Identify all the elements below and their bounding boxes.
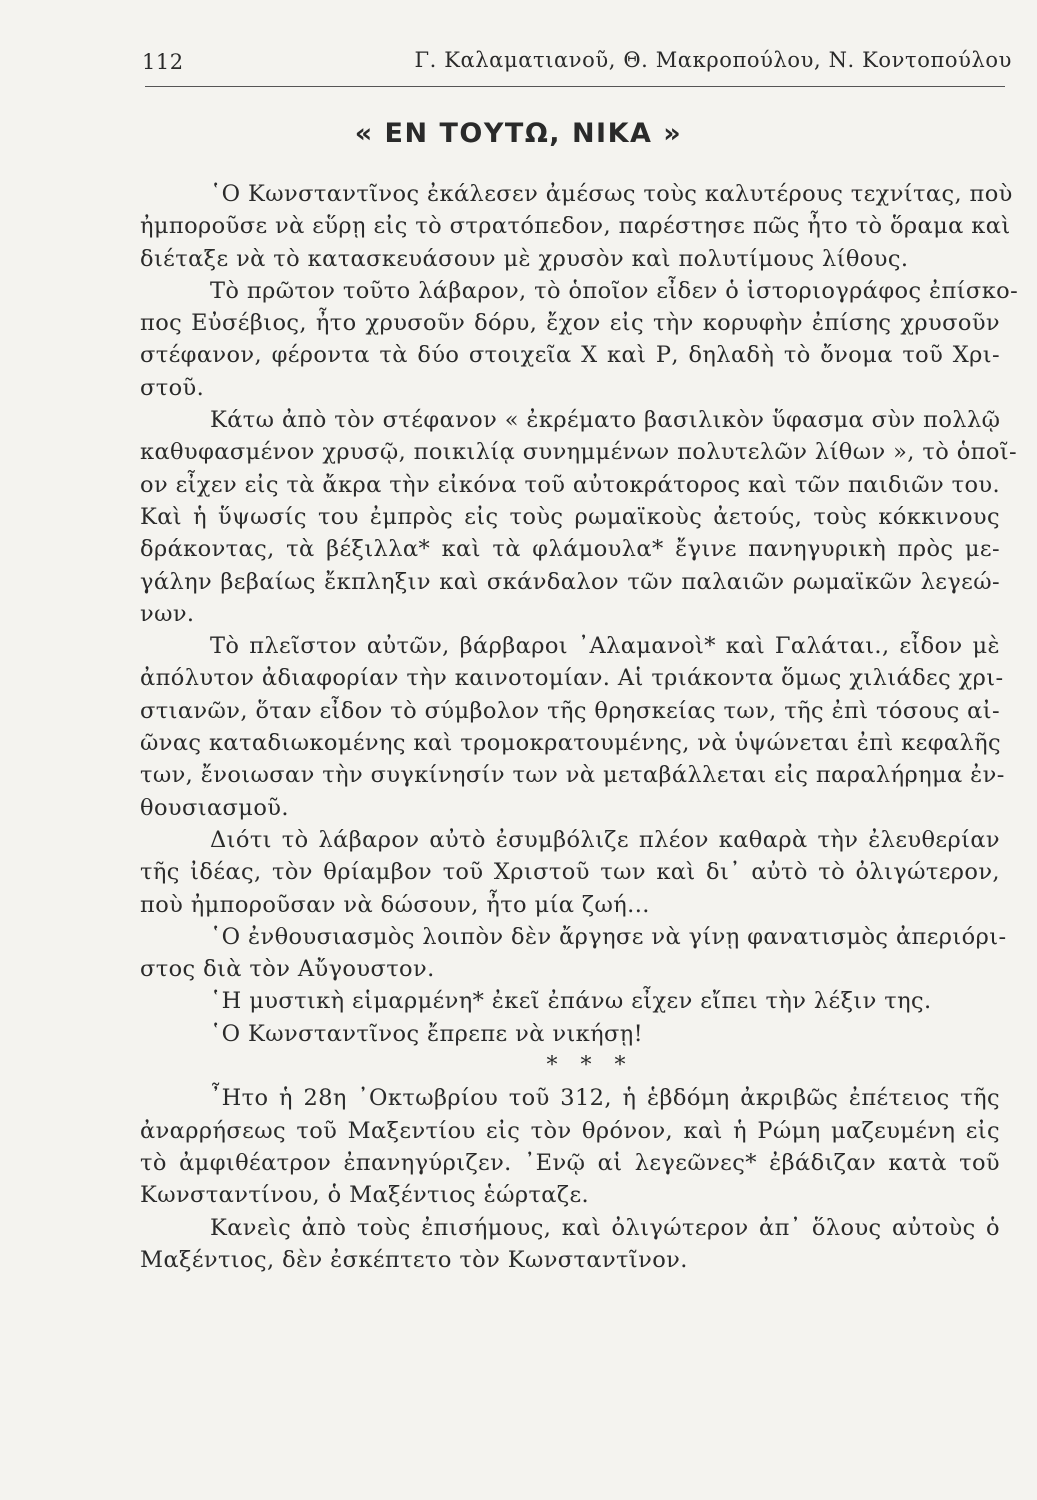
text-line: στος διὰ τὸν Αὔγουστον. — [140, 956, 435, 983]
text-line: των, ἔνοιωσαν τὴν συγκίνησίν των νὰ μεταβάλλεται εἰς παραλήρημα ἐν- — [140, 762, 1005, 789]
text-line: καθυφασμένον χρυσῷ, ποικιλίᾳ συνημμένων πολυτελῶν λίθων », τὸ ὁποῖ- — [140, 439, 1018, 466]
text-line: ον εἶχεν εἰς τὰ ἄκρα τὴν εἰκόνα τοῦ αὐτοκράτορος καὶ τῶν παιδιῶν του. — [140, 471, 1001, 498]
text-line: νων. — [140, 600, 195, 627]
text-line: τῆς ἰδέας, τὸν θρίαμβον τοῦ Χριστοῦ των καὶ δι᾿ αὐτὸ τὸ ὀλιγώτερον, — [140, 859, 1000, 886]
page-number: 112 — [142, 50, 184, 74]
text-line: Καὶ ἡ ὕψωσίς του ἐμπρὸς εἰς τοὺς ρωμαϊκοὺς ἀετούς, τοὺς κόκκινους — [140, 503, 1000, 530]
text-line: ῾Ο Κωνσταντῖνος ἔπρεπε νὰ νικήσῃ! — [210, 1020, 644, 1047]
text-line: πος Εὐσέβιος, ἦτο χρυσοῦν δόρυ, ἔχον εἰς τὴν κορυφὴν ἐπίσης χρυσοῦν — [140, 310, 1000, 337]
text-line: ἀπόλυτον ἀδιαφορίαν τὴν καινοτομίαν. Αἱ τριάκοντα ὅμως χιλιάδες χρι- — [140, 665, 1004, 692]
text-line: στέφανον, φέροντα τὰ δύο στοιχεῖα Χ καὶ Ρ, δηλαδὴ τὸ ὄνομα τοῦ Χρι- — [140, 342, 1000, 369]
text-line: γάλην βεβαίως ἔκπληξιν καὶ σκάνδαλον τῶν παλαιῶν ρωμαϊκῶν λεγεώ- — [140, 568, 1000, 595]
header-authors: Γ. Καλαματιανοῦ, Θ. Μακροπούλου, Ν. Κοντοπούλου — [414, 48, 1012, 72]
text-line: Κάτω ἀπὸ τὸν στέφανον « ἐκρέματο βασιλικὸν ὕφασμα σὺν πολλῷ — [210, 407, 1001, 434]
header-rule — [145, 86, 1005, 87]
text-line: ποὺ ἠμποροῦσαν νὰ δώσουν, ἦτο μία ζωή... — [140, 891, 650, 918]
text-line: Τὸ πλεῖστον αὐτῶν, βάρβαροι ᾿Αλαμανοὶ* καὶ Γαλάται., εἶδον μὲ — [210, 633, 1000, 660]
text-line: ῏Ητο ἡ 28η ᾿Οκτωβρίου τοῦ 312, ἡ ἑβδόμη ἀκριβῶς ἐπέτειος τῆς — [210, 1085, 1000, 1112]
text-line: ῾Ο Κωνσταντῖνος ἐκάλεσεν ἀμέσως τοὺς καλυτέρους τεχνίτας, ποὺ — [210, 181, 1013, 207]
text-line: στοῦ. — [140, 374, 205, 401]
text-line: ῾Ο ἐνθουσιασμὸς λοιπὸν δὲν ἄργησε νὰ γίνῃ φανατισμὸς ἀπεριόρι- — [210, 923, 1007, 950]
text-line: Τὸ πρῶτον τοῦτο λάβαρον, τὸ ὁποῖον εἶδεν ὁ ἱστοριογράφος ἐπίσκο- — [210, 277, 1019, 304]
body-text — [140, 178, 1019, 1276]
text-line: Κωνσταντίνου, ὁ Μαξέντιος ἑώρταζε. — [140, 1182, 590, 1209]
text-line: θουσιασμοῦ. — [140, 794, 289, 821]
text-line: Κανεὶς ἀπὸ τοὺς ἐπισήμους, καὶ ὀλιγώτερον ἀπ᾿ ὅλους αὐτοὺς ὁ — [210, 1214, 1000, 1241]
text-line: ῶνας καταδιωκομένης καὶ τρομοκρατουμένης, νὰ ὑψώνεται ἐπὶ κεφαλῆς — [140, 730, 1001, 757]
text-line: ῾Η μυστικὴ εἱμαρμένη* ἐκεῖ ἐπάνω εἶχεν εἴπει τὴν λέξιν της. — [210, 988, 932, 1015]
text-line: ἠμποροῦσε νὰ εὕρῃ εἰς τὸ στρατόπεδον, παρέστησε πῶς ἦτο τὸ ὅραμα καὶ — [140, 213, 1011, 240]
text-line: τὸ ἀμφιθέατρον ἐπανηγύριζεν. ᾿Ενῷ αἱ λεγεῶνες* ἐβάδιζαν κατὰ τοῦ — [140, 1149, 1000, 1176]
text-line: διέταξε νὰ τὸ κατασκευάσουν μὲ χρυσὸν καὶ πολυτίμους λίθους. — [140, 245, 909, 272]
text-line: ἀναρρήσεως τοῦ Μαξεντίου εἰς τὸν θρόνον, καὶ ἡ Ρώμη μαζευμένη εἰς — [140, 1117, 1000, 1144]
chapter-title: « ΕΝ ΤΟΥΤΩ, ΝΙΚΑ » — [354, 118, 683, 149]
text-line: Μαξέντιος, δὲν ἐσκέπτετο τὸν Κωνσταντῖνον. — [140, 1246, 688, 1273]
section-separator: * * * — [546, 1053, 634, 1079]
text-line: Διότι τὸ λάβαρον αὐτὸ ἐσυμβόλιζε πλέον καθαρὰ τὴν ἐλευθερίαν — [210, 826, 1000, 853]
running-head — [142, 44, 1012, 84]
text-line: στιανῶν, ὅταν εἶδον τὸ σύμβολον τῆς θρησκείας των, τῆς ἐπὶ τόσους αἰ- — [140, 697, 1000, 724]
text-line: δράκοντας, τὰ βέξιλλα* καὶ τὰ φλάμουλα* ἔγινε πανηγυρικὴ πρὸς με- — [140, 536, 1000, 563]
